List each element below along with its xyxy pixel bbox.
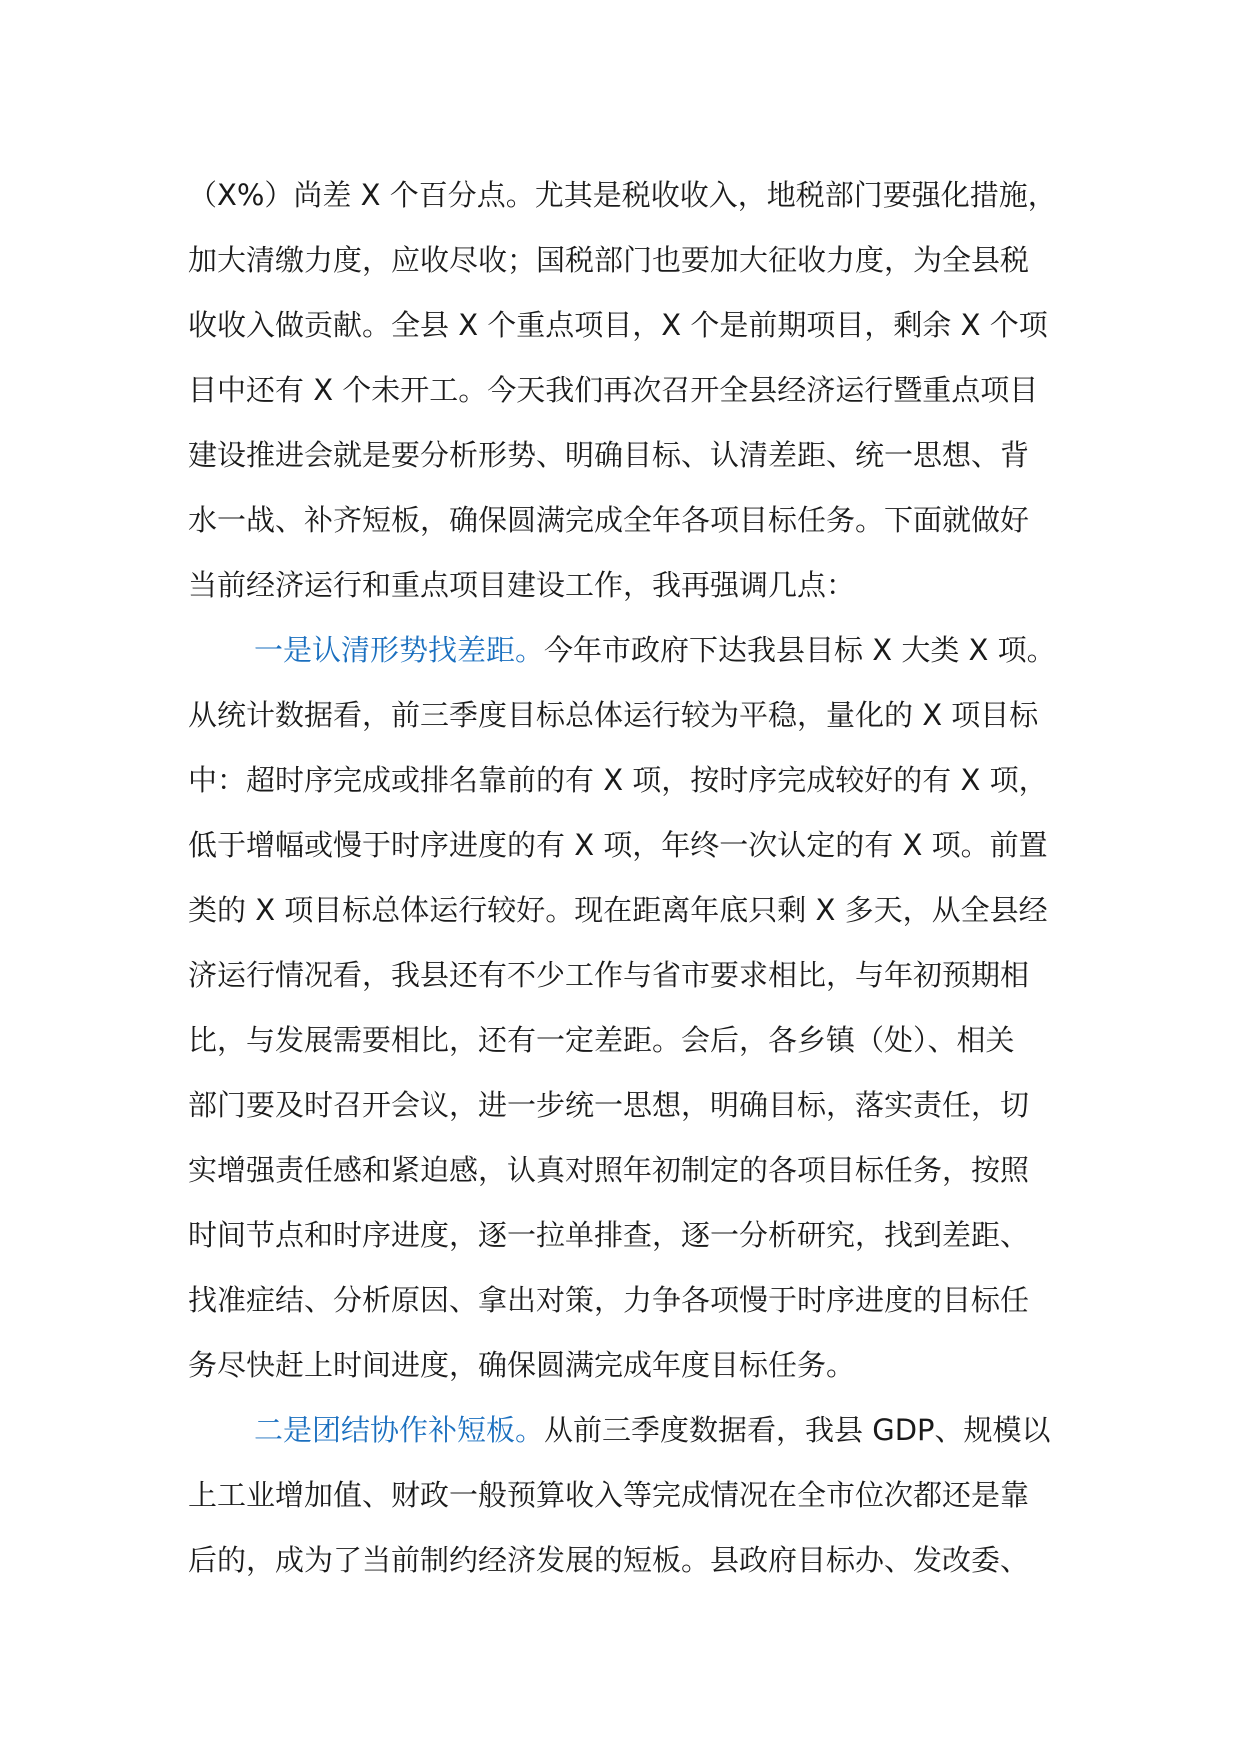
section-1-first-line: [254, 617, 1134, 683]
paragraph-line: 低于增幅或慢于时序进度的有 X 项，年终一次认定的有 X 项。前置: [188, 828, 1048, 862]
paragraph-line: 找准症结、分析原因、拿出对策，力争各项慢于时序进度的目标任: [188, 1283, 1030, 1317]
paragraph-line: 部门要及时召开会议，进一步统一思想，明确目标，落实责任，切: [188, 1088, 1030, 1122]
paragraph-line: 收收入做贡献。全县 X 个重点项目，X 个是前期项目，剩余 X 个项: [188, 308, 1048, 342]
section-2-first-line-text: 从前三季度数据看，我县 GDP、规模以: [544, 1413, 1051, 1447]
section-2-heading: 二是团结协作补短板。: [254, 1413, 545, 1447]
paragraph-line: 加大清缴力度，应收尽收；国税部门也要加大征收力度，为全县税: [188, 243, 1030, 277]
paragraph-line: 时间节点和时序进度，逐一拉单排查，逐一分析研究，找到差距、: [188, 1218, 1030, 1252]
paragraph-line: 后的，成为了当前制约经济发展的短板。县政府目标办、发改委、: [188, 1543, 1030, 1577]
paragraph-line: 济运行情况看，我县还有不少工作与省市要求相比，与年初预期相: [188, 958, 1030, 992]
paragraph-line: 比，与发展需要相比，还有一定差距。会后，各乡镇（处）、相关: [188, 1023, 1015, 1057]
paragraph-line: 务尽快赶上时间进度，确保圆满完成年度目标任务。: [188, 1348, 856, 1382]
paragraph-line: 类的 X 项目标总体运行较好。现在距离年底只剩 X 多天，从全县经: [188, 893, 1048, 927]
section-2-first-line: [254, 1397, 1134, 1463]
paragraph-line: 中：超时序完成或排名靠前的有 X 项，按时序完成较好的有 X 项，: [188, 763, 1048, 797]
paragraph-line: 从统计数据看，前三季度目标总体运行较为平稳，量化的 X 项目标: [188, 698, 1039, 732]
paragraph-line: （X%）尚差 X 个百分点。尤其是税收收入，地税部门要强化措施，: [188, 178, 1057, 212]
paragraph-line: 建设推进会就是要分析形势、明确目标、认清差距、统一思想、背: [188, 438, 1030, 472]
paragraph-line: 目中还有 X 个未开工。今天我们再次召开全县经济运行暨重点项目: [188, 373, 1039, 407]
paragraph-line: 实增强责任感和紧迫感，认真对照年初制定的各项目标任务，按照: [188, 1153, 1030, 1187]
paragraph-line: 上工业增加值、财政一般预算收入等完成情况在全市位次都还是靠: [188, 1478, 1030, 1512]
paragraph-line: 当前经济运行和重点项目建设工作，我再强调几点：: [188, 568, 856, 602]
section-1-first-line-text: 今年市政府下达我县目标 X 大类 X 项。: [544, 633, 1056, 667]
paragraph-line: 水一战、补齐短板，确保圆满完成全年各项目标任务。下面就做好: [188, 503, 1030, 537]
section-1-heading: 一是认清形势找差距。: [254, 633, 545, 667]
